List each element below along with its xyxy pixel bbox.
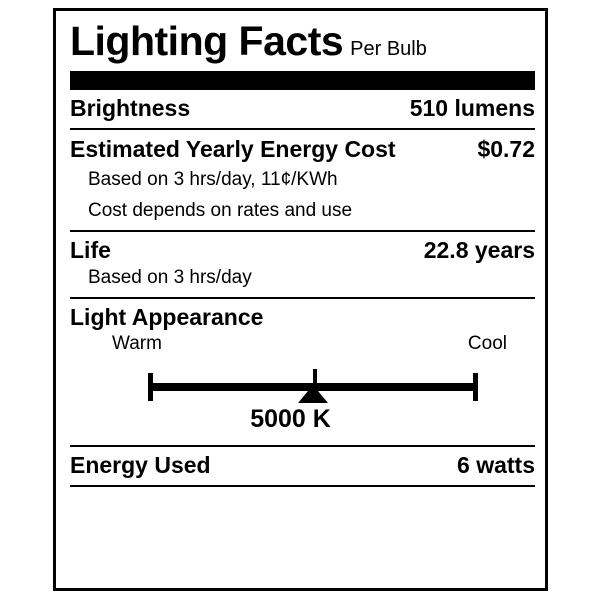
energy-cost-label: Estimated Yearly Energy Cost xyxy=(70,136,396,162)
energy-cost-note-2: Cost depends on rates and use xyxy=(88,200,353,221)
life-value: 22.8 years xyxy=(423,237,535,263)
life-note-1: Based on 3 hrs/day xyxy=(88,267,252,288)
life-label: Life xyxy=(70,237,111,263)
row-energy-cost xyxy=(70,130,535,168)
divider-bottom xyxy=(70,485,535,487)
page-subtitle: Per Bulb xyxy=(350,38,427,60)
energy-cost-note-1: Based on 3 hrs/day, 11¢/KWh xyxy=(88,169,338,190)
scale-pointer-icon xyxy=(298,385,328,403)
row-life xyxy=(70,232,535,266)
brightness-value: 510 lumens xyxy=(409,95,535,121)
scale-tick-left xyxy=(148,373,153,401)
appearance-value-wrap xyxy=(70,405,535,434)
appearance-value: 5000 K xyxy=(250,405,331,433)
scale-tick-middle xyxy=(313,369,317,385)
scale-end-labels xyxy=(70,333,535,355)
row-brightness xyxy=(70,90,535,128)
scale-label-cool: Cool xyxy=(467,333,507,354)
brightness-label: Brightness xyxy=(70,95,191,121)
appearance-label: Light Appearance xyxy=(70,304,264,330)
appearance-scale xyxy=(70,333,535,445)
label-inner xyxy=(70,19,535,487)
label-title-row xyxy=(70,19,535,67)
lighting-facts-label xyxy=(53,8,548,591)
energy-used-value: 6 watts xyxy=(457,452,535,478)
scale-label-warm: Warm xyxy=(112,333,162,354)
row-energy-used xyxy=(70,447,535,485)
page-title: Lighting Facts xyxy=(70,18,344,64)
energy-used-label: Energy Used xyxy=(70,452,211,478)
title-divider-bar xyxy=(70,71,535,88)
scale-tick-right xyxy=(473,373,478,401)
energy-cost-value: $0.72 xyxy=(477,136,535,162)
